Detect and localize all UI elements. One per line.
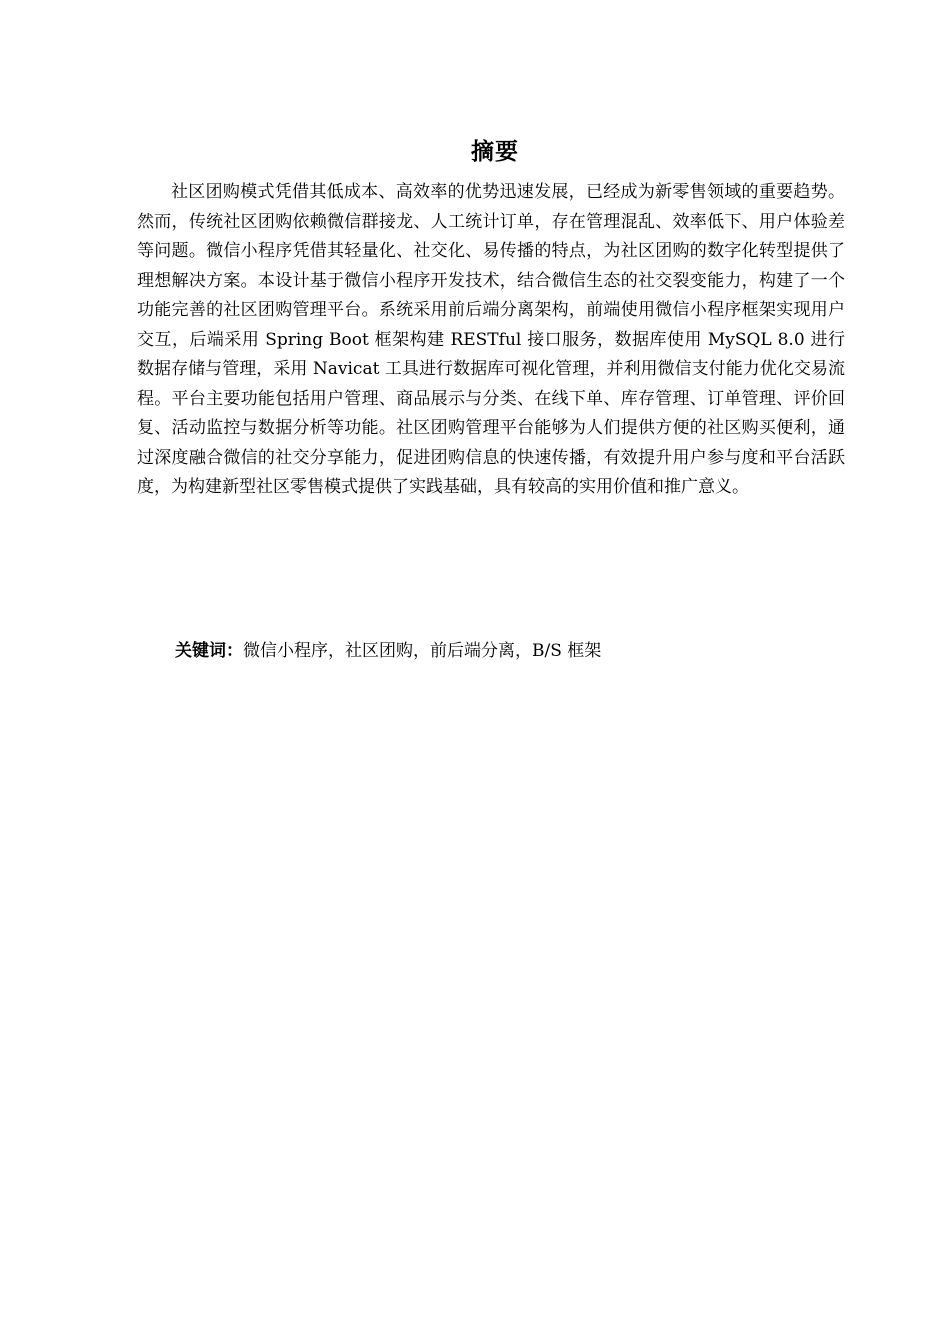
keywords-text: 微信小程序，社区团购，前后端分离，B/S 框架 (243, 641, 602, 661)
keywords-line (175, 637, 845, 666)
abstract-title: 摘要 (471, 139, 519, 165)
keywords-label: 关键词： (175, 641, 243, 661)
abstract-paragraph: 社区团购模式凭借其低成本、高效率的优势迅速发展，已经成为新零售领域的重要趋势。然而，传统社区团购依赖微信群接龙、人工统计订单，存在管理混乱、效率低下、用户体验差等问题。微信小程序凭借其轻量化、社交化、易传播的特点，为社区团购的数字化转型提供了理想解决方案。本设计基于微信小程序开发技术，结合微信生态的社交裂变能力，构建了一个功能完善的社区团购管理平台。系统采用前后端分离架构，前端使用微信小程序框架实现用户交互，后端采用 Spring Boot 框架构建 RESTful 接口服务，数据库使用 MySQL 8.0 进行数据存储与管理，采用 Navicat 工具进行数据库可视化管理，并利用微信支付能力优化交易流程。平台主要功能包括用户管理、商品展示与分类、在线下单、库存管理、订单管理、评价回复、活动监控与数据分析等功能。社区团购管理平台能够为人们提供方便的社区购买便利，通过深度融合微信的社交分享能力，促进团购信息的快速传播，有效提升用户参与度和平台活跃度，为构建新型社区零售模式提供了实践基础，具有较高的实用价值和推广意义。 (137, 182, 845, 497)
